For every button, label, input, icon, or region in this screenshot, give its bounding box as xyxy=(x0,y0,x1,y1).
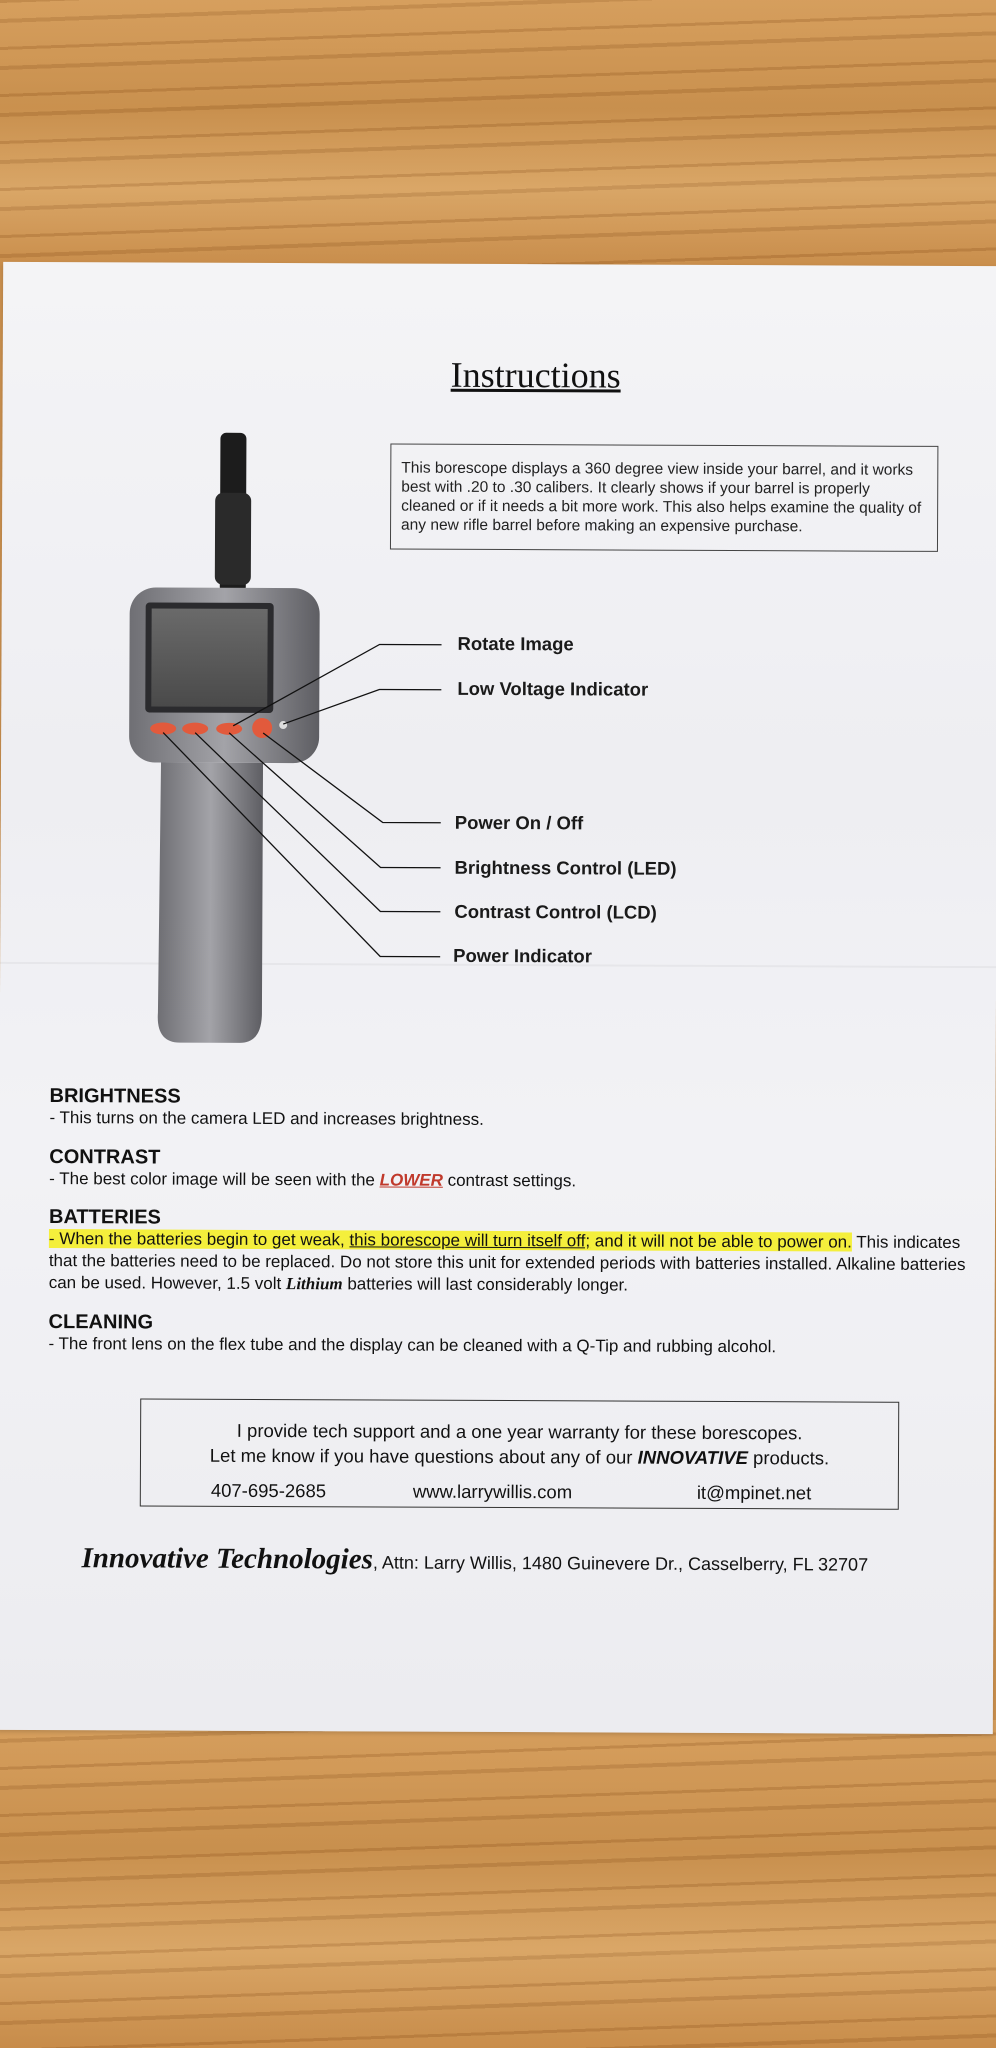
lower-emphasis: LOWER xyxy=(379,1170,443,1190)
website-link[interactable]: www.larrywillis.com xyxy=(412,1480,573,1503)
section-brightness xyxy=(49,1085,979,1133)
batteries-text: - When the batteries begin to get weak, this borescope will turn itself off; and it will not be able to power on. This indicates that the batteries need to be replaced. Do not store this unit for extended periods with batteries installed. Alkaline batteries can be used. However, 1.5 volt Lithium batteries will last considerably longer. xyxy=(48,1229,966,1295)
section-contrast xyxy=(49,1146,979,1194)
label-brightness-control: Brightness Control (LED) xyxy=(454,856,677,879)
batteries-heading: BATTERIES xyxy=(48,1206,161,1229)
cleaning-heading: CLEANING xyxy=(48,1311,154,1334)
label-power-on-off: Power On / Off xyxy=(454,811,584,834)
contrast-heading: CONTRAST xyxy=(49,1146,161,1169)
support-line-2: Let me know if you have questions about any of our INNOVATIVE products. xyxy=(209,1444,830,1469)
cleaning-text: - The front lens on the flex tube and the display can be cleaned with a Q-Tip and rubbing alcohol. xyxy=(48,1334,777,1357)
email-address[interactable]: it@mpinet.net xyxy=(696,1481,812,1504)
label-power-indicator: Power Indicator xyxy=(453,944,593,967)
wood-table-top xyxy=(0,0,996,270)
page-title: Instructions xyxy=(450,354,621,396)
device-handle xyxy=(158,763,263,1043)
cable-strain-relief xyxy=(215,493,251,585)
label-rotate-image: Rotate Image xyxy=(457,632,574,655)
contrast-text: - The best color image will be seen with the LOWER contrast settings. xyxy=(49,1169,577,1191)
section-batteries xyxy=(49,1206,979,1298)
instruction-sheet xyxy=(0,262,996,1734)
company-name: Innovative Technologies xyxy=(81,1542,373,1576)
batteries-highlight: - When the batteries begin to get weak, this borescope will turn itself off; and it will not be able to power on. xyxy=(48,1229,852,1252)
address-text: , Attn: Larry Willis, 1480 Guinevere Dr., Casselberry, FL 32707 xyxy=(372,1552,869,1575)
support-box xyxy=(140,1398,899,1509)
brightness-text: - This turns on the camera LED and increases brightness. xyxy=(49,1108,484,1129)
intro-text: This borescope displays a 360 degree view inside your barrel, and it works best with .20 to .30 calibers. It clearly shows if your barrel is properly cleaned or if it needs a bit more work. This also helps examine the quality of any new rifle barrel before making an expensive purchase. xyxy=(401,459,922,536)
support-line-1: I provide tech support and a one year warranty for these borescopes. xyxy=(236,1419,803,1444)
borescope-diagram xyxy=(0,262,996,1166)
label-contrast-control: Contrast Control (LCD) xyxy=(454,900,657,923)
label-low-voltage: Low Voltage Indicator xyxy=(457,677,649,700)
brightness-heading: BRIGHTNESS xyxy=(49,1085,181,1108)
lcd-screen xyxy=(151,608,267,707)
low-voltage-led xyxy=(279,721,287,729)
phone-number: 407-695-2685 xyxy=(210,1479,327,1502)
footer-address xyxy=(81,1542,981,1579)
wood-table-bottom xyxy=(0,1720,996,2048)
section-cleaning xyxy=(48,1311,978,1359)
power-button xyxy=(252,718,272,738)
